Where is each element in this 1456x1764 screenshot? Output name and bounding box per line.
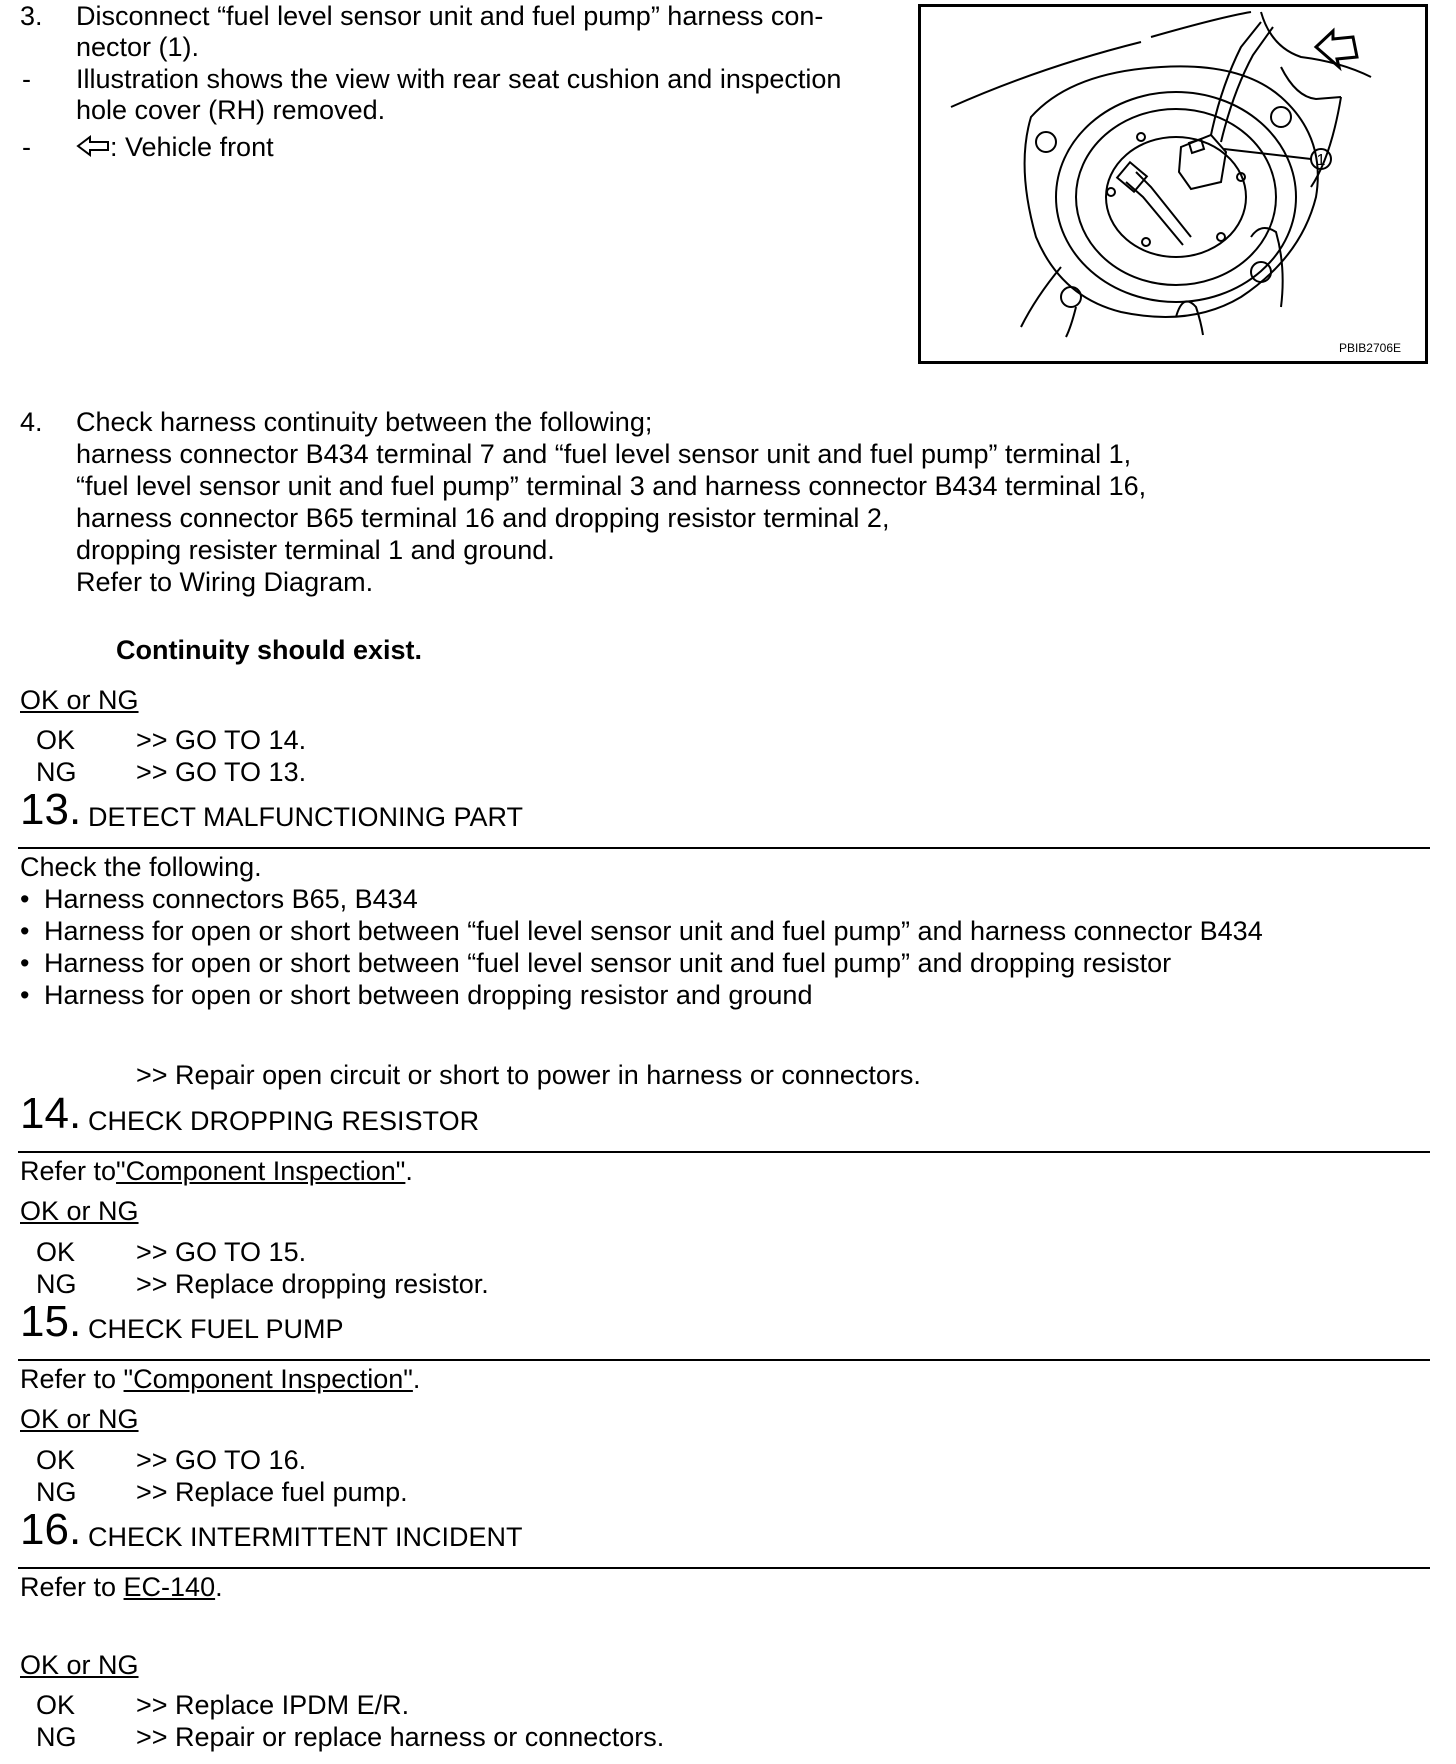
result-ok-action: >> GO TO 16. xyxy=(136,1445,307,1475)
continuity-note: Continuity should exist. xyxy=(116,635,423,665)
step-16-title: CHECK INTERMITTENT INCIDENT xyxy=(88,1522,523,1552)
result-ok: OK xyxy=(36,725,76,755)
step-13-bullet: Harness connectors B65, B434 xyxy=(44,884,418,914)
result-ng: NG xyxy=(36,1722,77,1752)
refer-suffix: . xyxy=(412,1364,421,1394)
figure-code: PBIB2706E xyxy=(1338,341,1401,355)
refer-prefix: Refer to xyxy=(20,1156,117,1186)
result-ok-action: >> GO TO 15. xyxy=(136,1237,307,1267)
ok-or-ng-label: OK or NG xyxy=(20,1650,139,1680)
step4-line: “fuel level sensor unit and fuel pump” terminal 3 and harness connector B434 terminal 16, xyxy=(76,471,1147,501)
step3-number: 3. xyxy=(20,1,43,31)
step-15-number: 15. xyxy=(20,1297,82,1346)
result-ng: NG xyxy=(36,1269,77,1299)
result-ng-action: >> GO TO 13. xyxy=(136,757,307,787)
step-13-bullet: Harness for open or short between dropping resistor and ground xyxy=(44,980,813,1010)
result-ok-action: >> GO TO 14. xyxy=(136,725,307,755)
step-13-bullet: Harness for open or short between “fuel level sensor unit and fuel pump” and harness connector B434 xyxy=(44,916,1263,946)
step-13-action: >> Repair open circuit or short to power in harness or connectors. xyxy=(136,1060,921,1090)
ec-140-link[interactable]: EC-140 xyxy=(123,1572,216,1602)
step3-note1-line2: hole cover (RH) removed. xyxy=(76,95,386,125)
component-inspection-link[interactable]: "Component Inspection" xyxy=(123,1364,413,1394)
step-16-number: 16. xyxy=(20,1505,82,1554)
fuel-pump-drawing xyxy=(921,7,1425,361)
step-15-refer xyxy=(20,1363,420,1395)
result-ng-action: >> Replace fuel pump. xyxy=(136,1477,408,1507)
result-ng: NG xyxy=(36,1477,77,1507)
step4-line: Check harness continuity between the following; xyxy=(76,407,653,437)
bullet-mark: • xyxy=(20,884,30,914)
step-13-intro: Check the following. xyxy=(20,852,262,882)
step-13-title: DETECT MALFUNCTIONING PART xyxy=(88,802,524,832)
step4-line: Refer to Wiring Diagram. xyxy=(76,567,374,597)
vehicle-front-arrow-icon xyxy=(76,135,110,157)
ok-or-ng-label: OK or NG xyxy=(20,1196,139,1226)
callout-number: 1 xyxy=(1316,152,1326,169)
dash-mark: - xyxy=(22,132,31,162)
result-ng-action: >> Replace dropping resistor. xyxy=(136,1269,489,1299)
step3-line2: nector (1). xyxy=(76,32,200,62)
bullet-mark: • xyxy=(20,980,30,1010)
step-14-title: CHECK DROPPING RESISTOR xyxy=(88,1106,480,1136)
result-ok: OK xyxy=(36,1237,76,1267)
bullet-mark: • xyxy=(20,948,30,978)
step-14-number: 14. xyxy=(20,1089,82,1138)
step-13-number: 13. xyxy=(20,785,82,834)
divider xyxy=(18,847,1430,849)
result-ng-action: >> Repair or replace harness or connectors. xyxy=(136,1722,665,1752)
result-ok-action: >> Replace IPDM E/R. xyxy=(136,1690,410,1720)
refer-suffix: . xyxy=(405,1156,413,1186)
refer-prefix: Refer to xyxy=(20,1572,124,1602)
step4-line: harness connector B65 terminal 16 and dropping resistor terminal 2, xyxy=(76,503,890,533)
result-ng: NG xyxy=(36,757,77,787)
result-ok: OK xyxy=(36,1445,76,1475)
vehicle-front-label: : Vehicle front xyxy=(110,132,274,162)
step-13-bullet: Harness for open or short between “fuel level sensor unit and fuel pump” and dropping resistor xyxy=(44,948,1172,978)
step4-number: 4. xyxy=(20,407,43,437)
ok-or-ng-label: OK or NG xyxy=(20,685,139,715)
dash-mark: - xyxy=(22,64,31,94)
divider xyxy=(18,1359,1430,1361)
step4-line: dropping resister terminal 1 and ground. xyxy=(76,535,555,565)
refer-prefix: Refer to xyxy=(20,1364,124,1394)
bullet-mark: • xyxy=(20,916,30,946)
fuel-pump-illustration xyxy=(918,4,1428,364)
refer-suffix: . xyxy=(215,1572,223,1602)
result-ok: OK xyxy=(36,1690,76,1720)
step3-line1: Disconnect “fuel level sensor unit and fuel pump” harness con- xyxy=(76,1,824,31)
step3-note1-line1: Illustration shows the view with rear seat cushion and inspection xyxy=(76,64,842,94)
component-inspection-link[interactable]: "Component Inspection" xyxy=(116,1156,406,1186)
step-15-title: CHECK FUEL PUMP xyxy=(88,1314,344,1344)
divider xyxy=(18,1151,1430,1153)
step4-line: harness connector B434 terminal 7 and “fuel level sensor unit and fuel pump” terminal 1, xyxy=(76,439,1132,469)
step-16-refer xyxy=(20,1571,223,1603)
ok-or-ng-label: OK or NG xyxy=(20,1404,139,1434)
divider xyxy=(18,1567,1430,1569)
step-14-refer xyxy=(20,1155,413,1187)
